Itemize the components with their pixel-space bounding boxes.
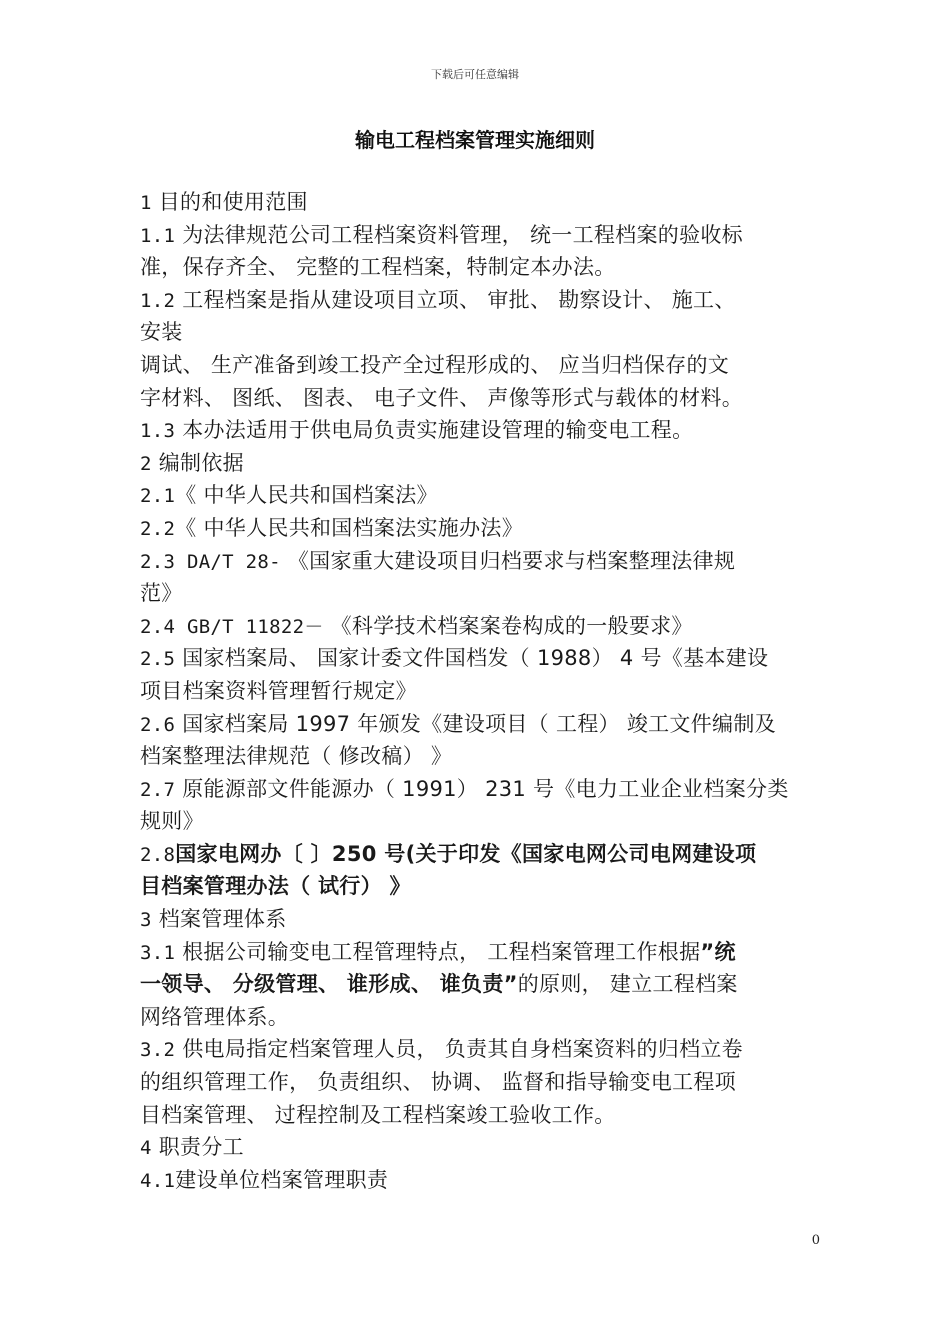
- line-text: 《国家重大建设项目归档要求与档案整理法律规: [280, 548, 736, 573]
- line-text: 目档案管理、 过程控制及工程档案竣工验收工作。: [140, 1102, 616, 1127]
- paragraph-line: [140, 219, 816, 252]
- line-text: 档案管理体系: [151, 907, 287, 932]
- paragraph-line: [140, 740, 816, 773]
- section-heading-1: [140, 186, 816, 219]
- paragraph-line: [140, 382, 816, 415]
- line-text-bold: ”统: [700, 939, 736, 964]
- line-text: 规则》: [140, 809, 204, 834]
- line-number: 3.1: [140, 941, 176, 964]
- line-text: 项目档案资料管理暂行规定》: [140, 678, 417, 703]
- line-text: 国家档案局、 国家计委文件国档发（ 1988） 4 号《基本建设: [175, 646, 769, 671]
- paragraph-line: [140, 545, 816, 578]
- line-text: 的组织管理工作， 负责组织、 协调、 监督和指导输变电工程项: [140, 1070, 737, 1095]
- line-text: 本办法适用于供电局负责实施建设管理的输变电工程。: [175, 418, 694, 443]
- line-number: 2.8: [140, 843, 176, 866]
- line-text: 国家档案局 1997 年颁发《建设项目（ 工程） 竣工文件编制及: [175, 711, 776, 736]
- line-text: 原能源部文件能源办（ 1991） 231 号《电力工业企业档案分类: [175, 776, 789, 801]
- section-heading-3: [140, 903, 816, 936]
- line-text: 《科学技术档案案卷构成的一般要求》: [323, 613, 693, 638]
- paragraph-line: [140, 675, 816, 708]
- line-number: 2: [140, 452, 152, 475]
- paragraph-line: [140, 577, 816, 610]
- line-text: 建设单位档案管理职责: [175, 1167, 389, 1192]
- line-text: 调试、 生产准备到竣工投产全过程形成的、 应当归档保存的文: [140, 352, 730, 377]
- paragraph-line: [140, 936, 816, 969]
- paragraph-line: [140, 349, 816, 382]
- line-number: 4: [140, 1137, 152, 1160]
- paragraph-line: [140, 1001, 816, 1034]
- line-text: 职责分工: [151, 1135, 244, 1160]
- line-number: 1: [140, 192, 152, 214]
- line-text: 目档案管理办法（ 试行） 》: [140, 874, 411, 899]
- line-text: 字材料、 图纸、 图表、 电子文件、 声像等形式与载体的材料。: [140, 385, 743, 410]
- line-number: 1.1: [140, 224, 176, 247]
- paragraph-line: [140, 479, 816, 512]
- line-number: 2.7: [140, 778, 176, 801]
- paragraph-line: [140, 251, 816, 284]
- line-text: 为法律规范公司工程档案资料管理， 统一工程档案的验收标: [175, 222, 743, 247]
- line-number: 2.5: [140, 648, 176, 671]
- document-title: 输电工程档案管理实施细则: [355, 128, 595, 152]
- paragraph-line: [140, 642, 816, 675]
- paragraph-line: [140, 512, 816, 545]
- paragraph-line: [140, 414, 816, 447]
- document-body: [140, 186, 816, 1196]
- section-heading-2: [140, 447, 816, 480]
- line-text: 根据公司输变电工程管理特点， 工程档案管理工作根据: [175, 939, 701, 964]
- header-note: 下载后可任意编辑: [431, 68, 519, 81]
- paragraph-line: [140, 1066, 816, 1099]
- paragraph-line: [140, 773, 816, 806]
- line-number: 1.2: [140, 289, 176, 312]
- paragraph-line: [140, 284, 816, 317]
- paragraph-line-bold: [140, 838, 816, 871]
- line-text: 范》: [140, 581, 183, 606]
- line-number: 1.3: [140, 420, 176, 443]
- paragraph-line-bold: [140, 870, 816, 903]
- line-text: 供电局指定档案管理人员， 负责其自身档案资料的归档立卷: [175, 1037, 743, 1062]
- line-text: 目的和使用范围: [151, 190, 308, 214]
- paragraph-line: [140, 1099, 816, 1132]
- line-number: 4.1: [140, 1169, 176, 1192]
- line-number: 3: [140, 909, 152, 932]
- line-text: 《 中华人民共和国档案法实施办法》: [175, 515, 523, 540]
- line-text: 的原则， 建立工程档案: [517, 972, 738, 997]
- line-text: 国家电网办〔 〕250 号(关于印发《国家电网公司电网建设项: [175, 841, 757, 866]
- line-number: 2.3 DA/T 28-: [140, 550, 281, 573]
- page-number: 0: [811, 1233, 820, 1248]
- line-number: 2.4 GB/T 11822－: [140, 615, 324, 638]
- paragraph-line: [140, 610, 816, 643]
- line-number: 3.2: [140, 1039, 176, 1062]
- paragraph-line: [140, 805, 816, 838]
- paragraph-line: [140, 708, 816, 741]
- line-number: 2.2: [140, 517, 176, 540]
- line-text: 安装: [140, 320, 183, 345]
- line-text: 网络管理体系。: [140, 1004, 290, 1029]
- paragraph-line: [140, 1033, 816, 1066]
- paragraph-line: [140, 968, 816, 1001]
- line-number: 2.6: [140, 713, 176, 736]
- line-text: 工程档案是指从建设项目立项、 审批、 勘察设计、 施工、: [175, 287, 736, 312]
- paragraph-line: [140, 1164, 816, 1197]
- line-text-bold: 一领导、 分级管理、 谁形成、 谁负责”: [140, 972, 518, 997]
- line-text: 准，保存齐全、 完整的工程档案，特制定本办法。: [140, 255, 616, 280]
- paragraph-line: [140, 316, 816, 349]
- section-heading-4: [140, 1131, 816, 1164]
- line-text: 档案整理法律规范（ 修改稿） 》: [140, 744, 453, 769]
- line-text: 《 中华人民共和国档案法》: [175, 483, 438, 508]
- line-text: 编制依据: [151, 450, 244, 475]
- line-number: 2.1: [140, 485, 176, 508]
